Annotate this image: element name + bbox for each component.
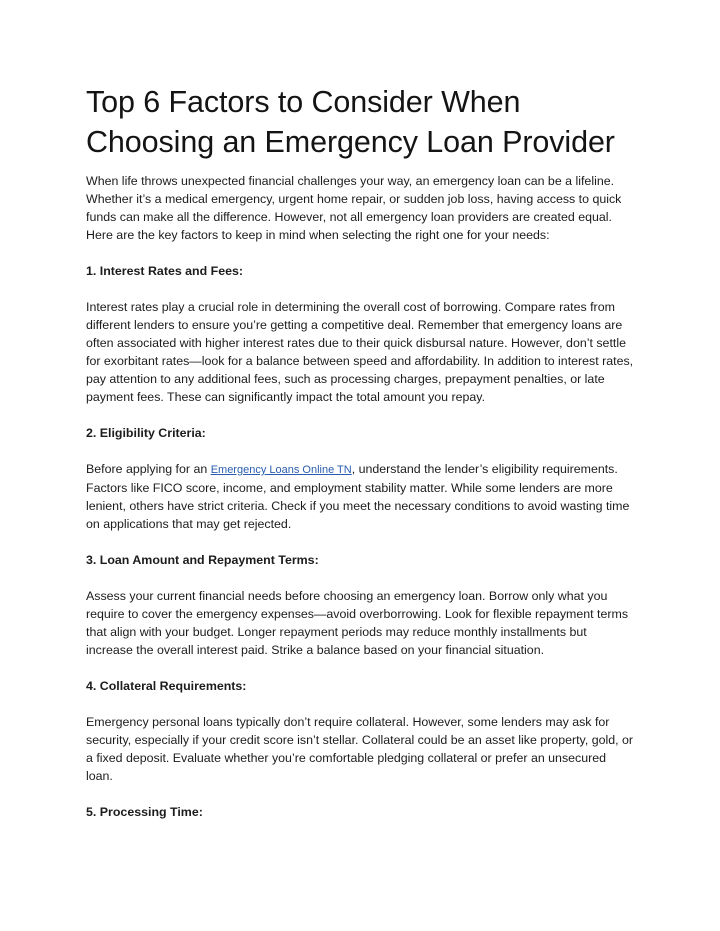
section-heading-eligibility: 2. Eligibility Criteria:	[86, 426, 206, 440]
section-body-eligibility	[86, 460, 634, 533]
section-body-loan-amount: Assess your current financial needs before choosing an emergency loan. Borrow only what you require to cover the emergency expenses—avoid overborrowing. Look for flexible repayment terms that align with your budget. Longer repayment periods may reduce monthly installments but increase the overall interest paid. Strike a balance based on your financial situation.	[86, 589, 629, 657]
section-body-collateral: Emergency personal loans typically don’t require collateral. However, some lenders may ask for security, especially if your credit score isn’t stellar. Collateral could be an asset like property, gold, or a fixed deposit. Evaluate whether you’re comfortable pledging collateral or prefer an unsecured loan.	[86, 715, 634, 783]
section-heading-processing-time: 5. Processing Time:	[86, 805, 203, 819]
intro-paragraph: When life throws unexpected financial challenges your way, an emergency loan can be a lifeline. Whether it’s a medical emergency, urgent home repair, or sudden job loss, having access to quick funds can make all the difference. However, not all emergency loan providers are created equal.	[86, 174, 622, 224]
eligibility-text-after: , understand the lender’s eligibility requirements. Factors like FICO score, income, and employment stability matter. While some lenders are more lenient, others have strict criteria. Check if you meet the necessary conditions to avoid wasting time on applications that may get rejected.	[86, 462, 630, 531]
document-title: Top 6 Factors to Consider When Choosing an Emergency Loan Provider	[86, 85, 615, 159]
section-body-interest-rates: Interest rates play a crucial role in determining the overall cost of borrowing. Compare rates from different lenders to ensure you’re getting a competitive deal. Remember that emergency loans are often associated with higher interest rates due to their quick disbursal nature. However, don’t settle for exorbitant rates—look for a balance between speed and affordability. In addition to interest rates, pay attention to any additional fees, such as processing charges, prepayment penalties, or late payment fees. These can significantly impact the total amount you repay.	[86, 300, 634, 404]
section-heading-collateral: 4. Collateral Requirements:	[86, 679, 247, 693]
eligibility-text-before: Before applying for an	[86, 462, 211, 476]
section-heading-interest-rates: 1. Interest Rates and Fees:	[86, 264, 244, 278]
intro-paragraph-2: Here are the key factors to keep in mind when selecting the right one for your needs:	[86, 228, 550, 242]
emergency-loans-link[interactable]: Emergency Loans Online TN	[210, 464, 352, 476]
section-heading-loan-amount: 3. Loan Amount and Repayment Terms:	[86, 553, 319, 567]
